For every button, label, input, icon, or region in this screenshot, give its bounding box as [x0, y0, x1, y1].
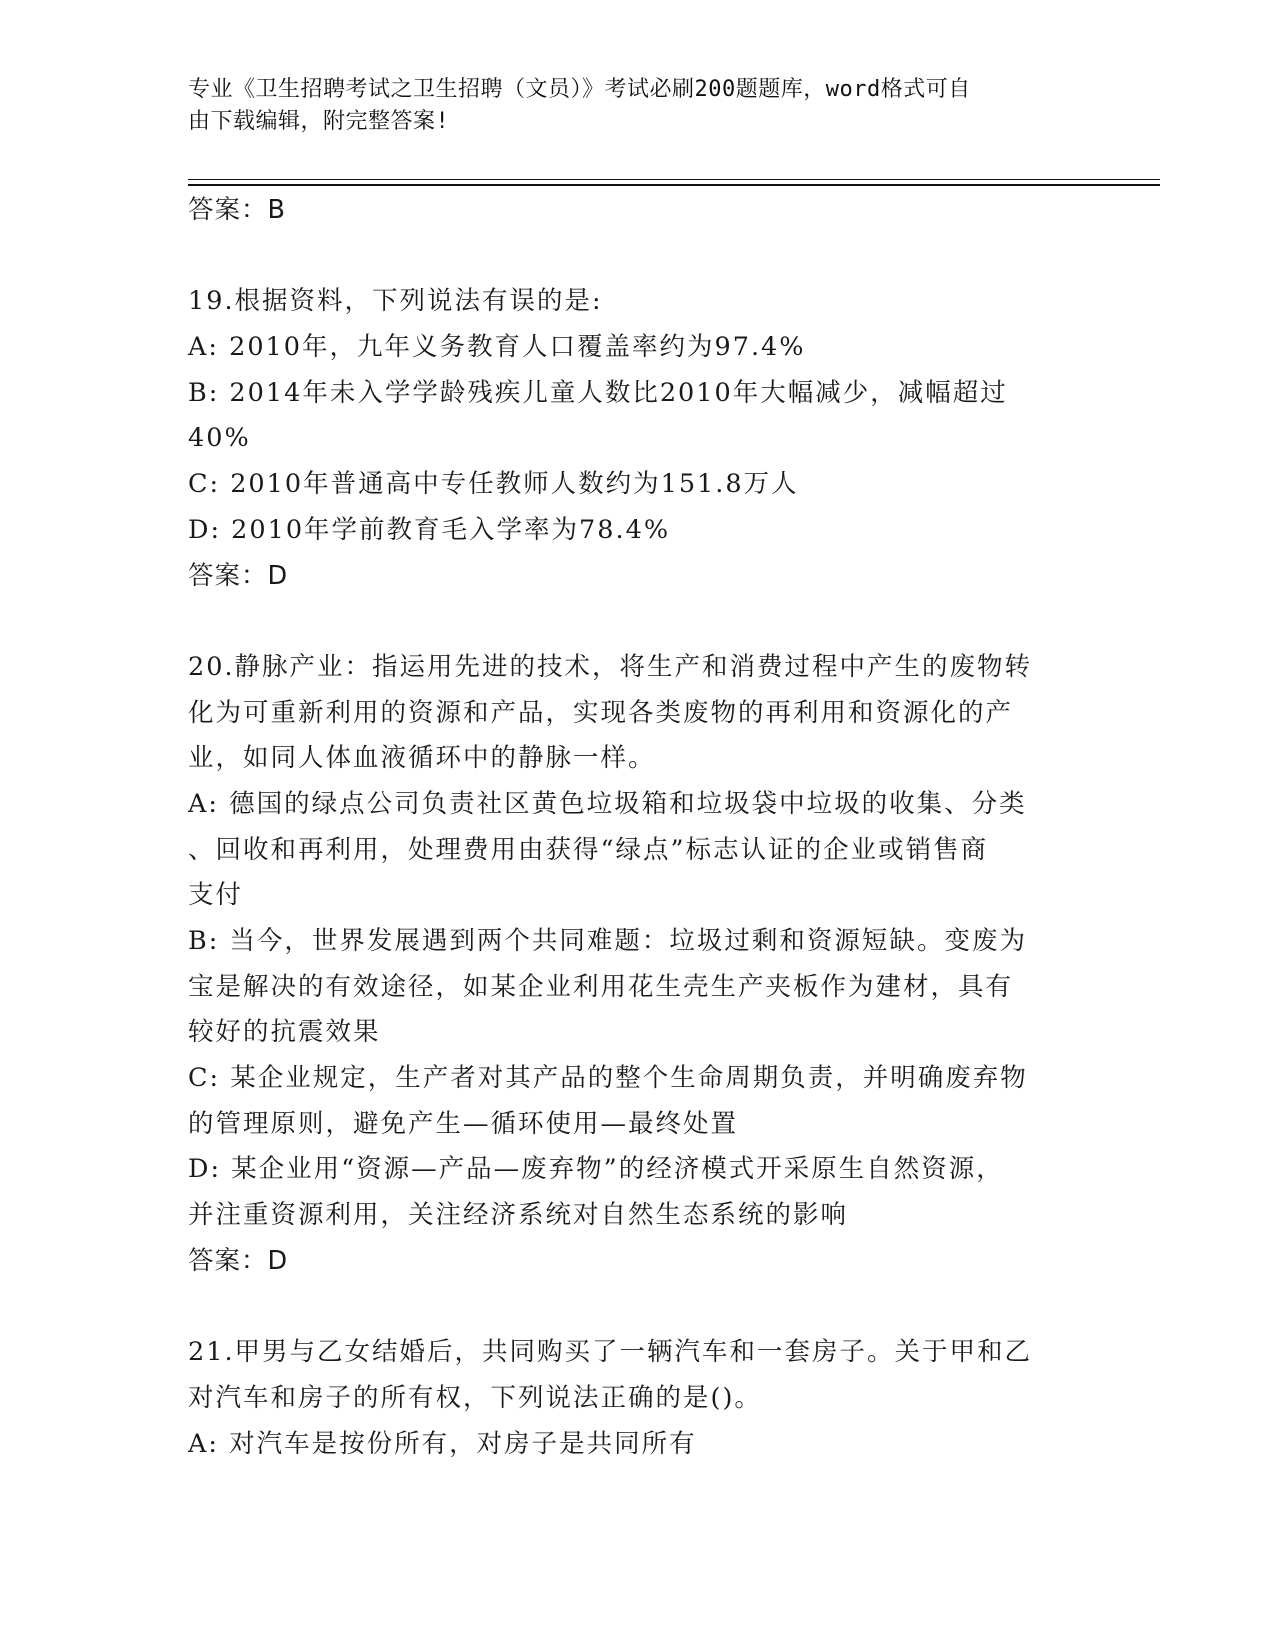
- question-text: 19.根据资料，下列说法有误的是:: [188, 286, 603, 317]
- header-divider: [188, 184, 1160, 186]
- option-b-continued: 40%: [188, 423, 251, 454]
- option-d: D: 某企业用“资源—产品—废弃物”的经济模式开采原生自然资源，: [188, 1154, 1004, 1185]
- question-text: 化为可重新利用的资源和产品，实现各类废物的再利用和资源化的产: [188, 697, 1014, 728]
- question-20: [188, 645, 1088, 1285]
- question-text: 对汽车和房子的所有权，下列说法正确的是()。: [188, 1382, 762, 1413]
- option-b-continued: 较好的抗震效果: [188, 1017, 381, 1048]
- option-a: A: 对汽车是按份所有，对房子是共同所有: [188, 1428, 697, 1459]
- option-b: B: 当今，世界发展遇到两个共同难题：垃圾过剩和资源短缺。变废为: [188, 926, 1027, 956]
- option-b: B: 2014年未入学学龄残疾儿童人数比2010年大幅减少，减幅超过: [188, 377, 1008, 408]
- answer-line: 答案：D: [188, 1245, 289, 1276]
- option-d-continued: 并注重资源利用，关注经济系统对自然生态系统的影响: [188, 1200, 849, 1231]
- question-text: 业，如同人体血液循环中的静脉一样。: [188, 743, 656, 774]
- document-body: [188, 188, 1088, 1467]
- page-header: [188, 74, 1068, 138]
- option-c: C: 2010年普通高中专任教师人数约为151.8万人: [188, 469, 799, 500]
- option-a: A: 德国的绿点公司负责社区黄色垃圾箱和垃圾袋中垃圾的收集、分类: [188, 788, 1027, 819]
- option-c-continued: 的管理原则，避免产生—循环使用—最终处置: [188, 1108, 739, 1139]
- header-line: 由下载编辑，附完整答案!: [188, 109, 450, 134]
- question-19: [188, 279, 1088, 599]
- option-c: C: 某企业规定，生产者对其产品的整个生命周期负责，并明确废弃物: [188, 1063, 1028, 1094]
- option-a-continued: 、回收和再利用，处理费用由获得“绿点”标志认证的企业或销售商: [188, 834, 989, 865]
- option-d: D: 2010年学前教育毛入学率为78.4%: [188, 514, 671, 545]
- header-divider: [188, 179, 1160, 180]
- answer-line: 答案：D: [188, 560, 289, 591]
- question-text: 21.甲男与乙女结婚后，共同购买了一辆汽车和一套房子。关于甲和乙: [188, 1337, 1033, 1368]
- option-a: A: 2010年，九年义务教育人口覆盖率约为97.4%: [188, 332, 806, 363]
- option-b-continued: 宝是解决的有效途径，如某企业利用花生壳生产夹板作为建材，具有: [188, 971, 1014, 1002]
- option-a-continued: 支付: [188, 880, 244, 911]
- question-21: [188, 1330, 1088, 1467]
- answer-line: 答案：B: [188, 195, 286, 225]
- header-line: 专业《卫生招聘考试之卫生招聘（文员）》考试必刷200题题库，word格式可自: [188, 77, 971, 102]
- question-text: 20.静脉产业：指运用先进的技术，将生产和消费过程中产生的废物转: [188, 651, 1033, 682]
